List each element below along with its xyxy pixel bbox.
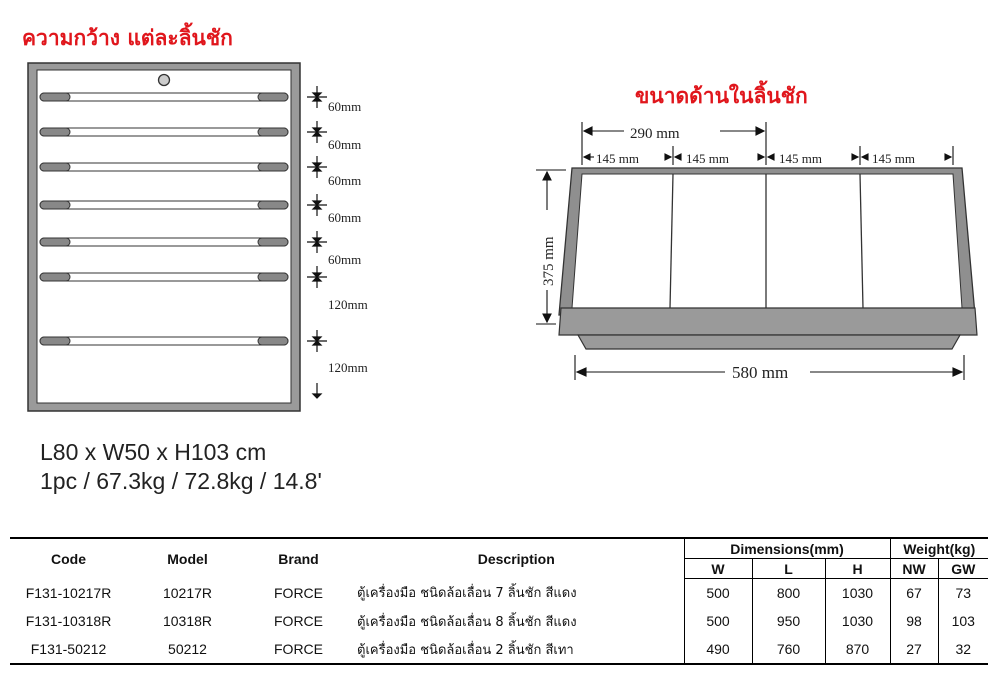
cell-model: 10217R [162, 584, 213, 601]
cell-brand: FORCE [274, 584, 323, 601]
table-row [10, 607, 988, 635]
spacing-label: 60mm [328, 137, 362, 152]
header-w: W [684, 559, 752, 579]
cell-l: 760 [752, 635, 825, 664]
cell-h: 1030 [825, 579, 890, 608]
header-code: Code [10, 538, 127, 579]
spacing-label: 60mm [328, 99, 362, 114]
spacing-label: 120mm [328, 360, 368, 375]
cell-l: 950 [752, 607, 825, 635]
product-table [10, 537, 988, 665]
section-label: 145 mm [779, 151, 822, 166]
inner-width-top-label: 290 mm [630, 126, 680, 142]
cell-brand: FORCE [248, 635, 349, 664]
cell-description: ตู้เครื่องมือ ชนิดล้อเลื่อน 2 ลิ้นชัก สีเทา [349, 635, 684, 664]
cell-nw: 27 [890, 635, 938, 664]
spacing-label: 60mm [328, 252, 362, 267]
right-title: ขนาดด้านในลิ้นชัก [635, 84, 808, 108]
cell-l: 800 [752, 579, 825, 608]
cabinet-front-diagram [0, 0, 400, 430]
section-label: 145 mm [872, 151, 915, 166]
header-model: Model [127, 538, 248, 579]
header-h: H [825, 559, 890, 579]
inner-width-bottom-label: 580 mm [732, 363, 789, 382]
spacing-label: 60mm [328, 173, 362, 188]
table-row [10, 579, 988, 608]
cell-brand: FORCE [274, 613, 323, 629]
cell-h: 1030 [825, 607, 890, 635]
cell-nw: 67 [890, 579, 938, 608]
header-dimensions: Dimensions(mm) [684, 538, 890, 559]
table-row [10, 635, 988, 664]
inner-depth-label: 375 mm [541, 236, 557, 286]
cell-code: F131-10217R [25, 584, 112, 601]
cell-model: 50212 [127, 635, 248, 664]
cell-model: 10318R [162, 613, 213, 629]
spec-line-weight: 1pc / 67.3kg / 72.8kg / 14.8' [40, 468, 322, 494]
cell-gw: 103 [938, 607, 988, 635]
header-gw: GW [938, 559, 988, 579]
header-weight: Weight(kg) [890, 538, 988, 559]
spec-line-dimensions: L80 x W50 x H103 cm [40, 439, 267, 465]
drawer-inner-diagram [520, 110, 990, 390]
section-label: 145 mm [686, 151, 729, 166]
cell-code: F131-50212 [10, 635, 127, 664]
spacing-label: 60mm [328, 210, 362, 225]
cell-nw: 98 [890, 607, 938, 635]
header-nw: NW [890, 559, 938, 579]
cell-gw: 73 [938, 579, 988, 608]
drawer-spacing-labels [328, 99, 368, 375]
left-title: ความกว้าง แต่ละลิ้นชัก [22, 26, 233, 50]
spacing-label: 120mm [328, 297, 368, 312]
cell-w: 500 [684, 579, 752, 608]
header-description: Description [349, 538, 684, 579]
cell-gw: 32 [938, 635, 988, 664]
cell-w: 500 [684, 607, 752, 635]
cell-description: ตู้เครื่องมือ ชนิดล้อเลื่อน 7 ลิ้นชัก สีแดง [357, 586, 577, 602]
cell-w: 490 [684, 635, 752, 664]
cell-h: 870 [825, 635, 890, 664]
header-brand: Brand [248, 538, 349, 579]
cell-description: ตู้เครื่องมือ ชนิดล้อเลื่อน 8 ลิ้นชัก สีแดง [357, 614, 577, 630]
cell-code: F131-10318R [25, 613, 112, 629]
header-l: L [752, 559, 825, 579]
section-label: 145 mm [596, 151, 639, 166]
